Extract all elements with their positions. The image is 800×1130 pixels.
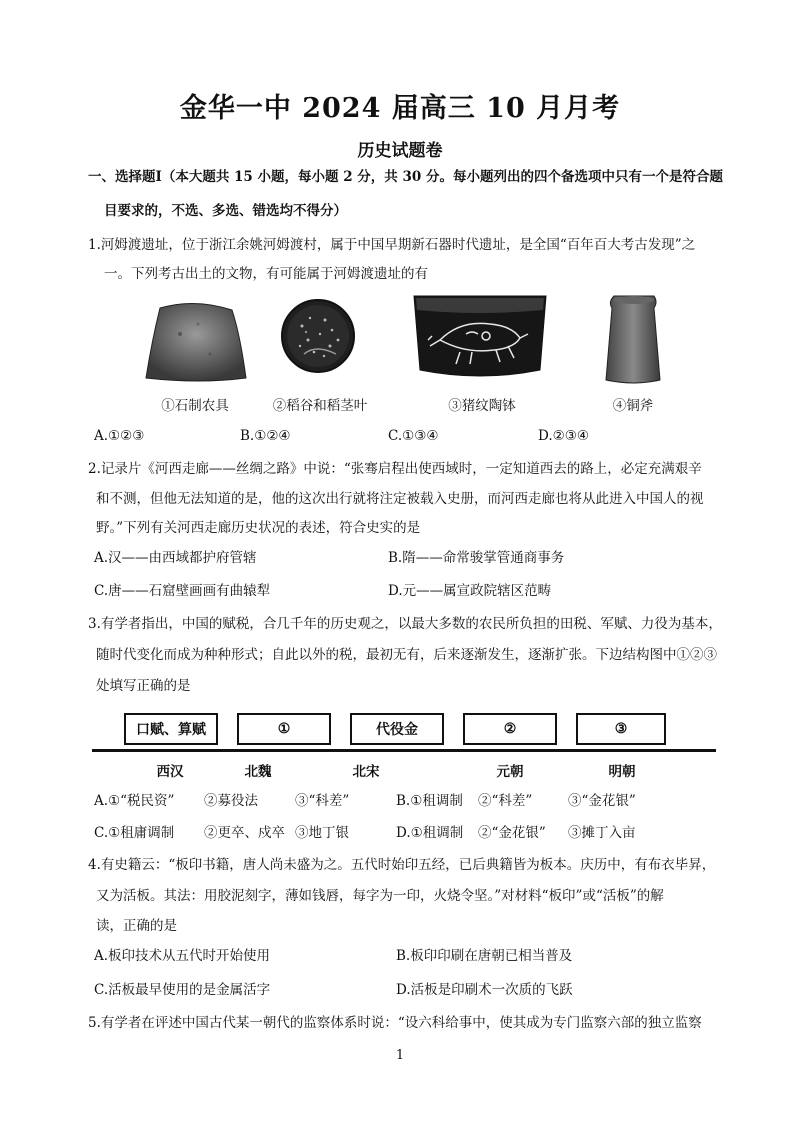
artifact-caption-4: ④铜斧 bbox=[612, 398, 654, 414]
diagram-box-1: 口赋、算赋 bbox=[124, 713, 218, 745]
bronze-axe-image bbox=[598, 292, 668, 386]
q3-option-b-part1[interactable]: B.①租调制 bbox=[396, 793, 463, 809]
dynasty-label-4: 元朝 bbox=[496, 764, 524, 780]
diagram-timeline bbox=[92, 749, 716, 752]
q3-option-c-part3: ③地丁银 bbox=[295, 825, 349, 841]
q3-option-a-part3: ③“科差” bbox=[295, 793, 350, 809]
artifact-caption-2: ②稻谷和稻茎叶 bbox=[272, 398, 368, 414]
q3-option-a-part2: ②募役法 bbox=[204, 793, 258, 809]
stone-farm-tool-image bbox=[140, 294, 250, 386]
dynasty-label-1: 西汉 bbox=[156, 764, 184, 780]
dynasty-label-2: 北魏 bbox=[244, 764, 272, 780]
q1-text-line2: 一。下列考古出土的文物，有可能属于河姆渡遗址的有 bbox=[104, 266, 428, 282]
q2-text-line3: 野。”下列有关河西走廊历史状况的表述，符合史实的是 bbox=[96, 520, 421, 536]
q3-option-b-part2: ②“科差” bbox=[478, 793, 533, 809]
q3-option-c-part1[interactable]: C.①租庸调制 bbox=[94, 825, 175, 841]
diagram-box-4: ② bbox=[463, 713, 557, 745]
q1-option-c[interactable]: C.①③④ bbox=[388, 428, 439, 444]
q2-option-b[interactable]: B.隋——命常骏掌管通商事务 bbox=[388, 550, 565, 566]
page-subtitle: 历史试题卷 bbox=[357, 141, 443, 161]
q3-option-a-part1[interactable]: A.①“税民资” bbox=[94, 793, 175, 809]
dynasty-label-5: 明朝 bbox=[608, 764, 636, 780]
q3-text-line2: 随时代变化而成为种种形式；自此以外的税，最初无有，后来逐渐发生，逐渐扩张。下边结构图中①②③ bbox=[96, 647, 717, 663]
q3-option-d-part2: ②“金花银” bbox=[478, 825, 546, 841]
q4-option-b[interactable]: B.板印印刷在唐朝已相当普及 bbox=[396, 948, 573, 964]
q4-option-a[interactable]: A.板印技术从五代时开始使用 bbox=[94, 948, 271, 964]
q2-option-d[interactable]: D.元——属宣政院辖区范畴 bbox=[388, 583, 552, 599]
artifact-caption-3: ③猪纹陶钵 bbox=[448, 398, 516, 414]
dynasty-label-3: 北宋 bbox=[352, 764, 380, 780]
q4-option-c[interactable]: C.活板最早使用的是金属活字 bbox=[94, 982, 271, 998]
q2-text-line1: 2.记录片《河西走廊——丝绸之路》中说：“张骞启程出使西域时，一定知道西去的路上，必定充满艰辛 bbox=[88, 461, 702, 477]
q1-option-b[interactable]: B.①②④ bbox=[240, 428, 291, 444]
page-title: 金华一中 2024 届高三 10 月月考 bbox=[179, 93, 621, 124]
rice-grain-image bbox=[280, 296, 356, 376]
artifact-caption-1: ①石制农具 bbox=[161, 398, 229, 414]
q5-text-line1: 5.有学者在评述中国古代某一朝代的监察体系时说：“设六科给事中，使其成为专门监察六部的独立监察 bbox=[88, 1015, 702, 1031]
q2-option-c[interactable]: C.唐——石窟壁画画有曲辕犁 bbox=[94, 583, 271, 599]
q4-option-d[interactable]: D.活板是印刷术一次质的飞跃 bbox=[396, 982, 573, 998]
q4-text-line3: 读，正确的是 bbox=[96, 918, 177, 934]
q3-text-line3: 处填写正确的是 bbox=[96, 678, 191, 694]
q4-text-line2: 又为活板。其法：用胶泥刻字，薄如钱唇，每字为一印，火烧令坚。”对材料“板印”或“活板”的解 bbox=[96, 888, 664, 904]
q1-option-d[interactable]: D.②③④ bbox=[538, 428, 589, 444]
section-header-line2: 目要求的，不选、多选、错选均不得分） bbox=[104, 203, 347, 219]
q1-option-a[interactable]: A.①②③ bbox=[94, 428, 145, 444]
diagram-box-3: 代役金 bbox=[350, 713, 444, 745]
q3-option-d-part1[interactable]: D.①租调制 bbox=[396, 825, 464, 841]
q1-text-line1: 1.河姆渡遗址，位于浙江余姚河姆渡村，属于中国早期新石器时代遗址，是全国“百年百大考古发现”之 bbox=[88, 237, 696, 253]
q2-text-line2: 和不测，但他无法知道的是，他的这次出行就将注定被载入史册，而河西走廊也将从此进入中国人的视 bbox=[96, 491, 704, 507]
page-number: 1 bbox=[395, 1048, 405, 1063]
pig-pattern-pottery-image bbox=[410, 290, 550, 380]
q3-text-line1: 3.有学者指出，中国的赋税，合几千年的历史观之，以最大多数的农民所负担的田税、军赋、力役为基本， bbox=[88, 616, 722, 632]
q3-option-c-part2: ②更卒、戍卒 bbox=[204, 825, 285, 841]
q3-option-b-part3: ③“金花银” bbox=[568, 793, 636, 809]
q4-text-line1: 4.有史籍云：“板印书籍，唐人尚未盛为之。五代时始印五经，已后典籍皆为板本。庆历中，有布衣毕昇， bbox=[88, 857, 716, 873]
diagram-box-5: ③ bbox=[576, 713, 666, 745]
diagram-box-2: ① bbox=[237, 713, 331, 745]
q3-option-d-part3: ③摊丁入亩 bbox=[568, 825, 636, 841]
section-header-line1: 一、选择题Ⅰ（本大题共 15 小题，每小题 2 分，共 30 分。每小题列出的四个备选项中只有一个是符合题 bbox=[88, 169, 723, 185]
q2-option-a[interactable]: A.汉——由西域都护府管辖 bbox=[94, 550, 257, 566]
